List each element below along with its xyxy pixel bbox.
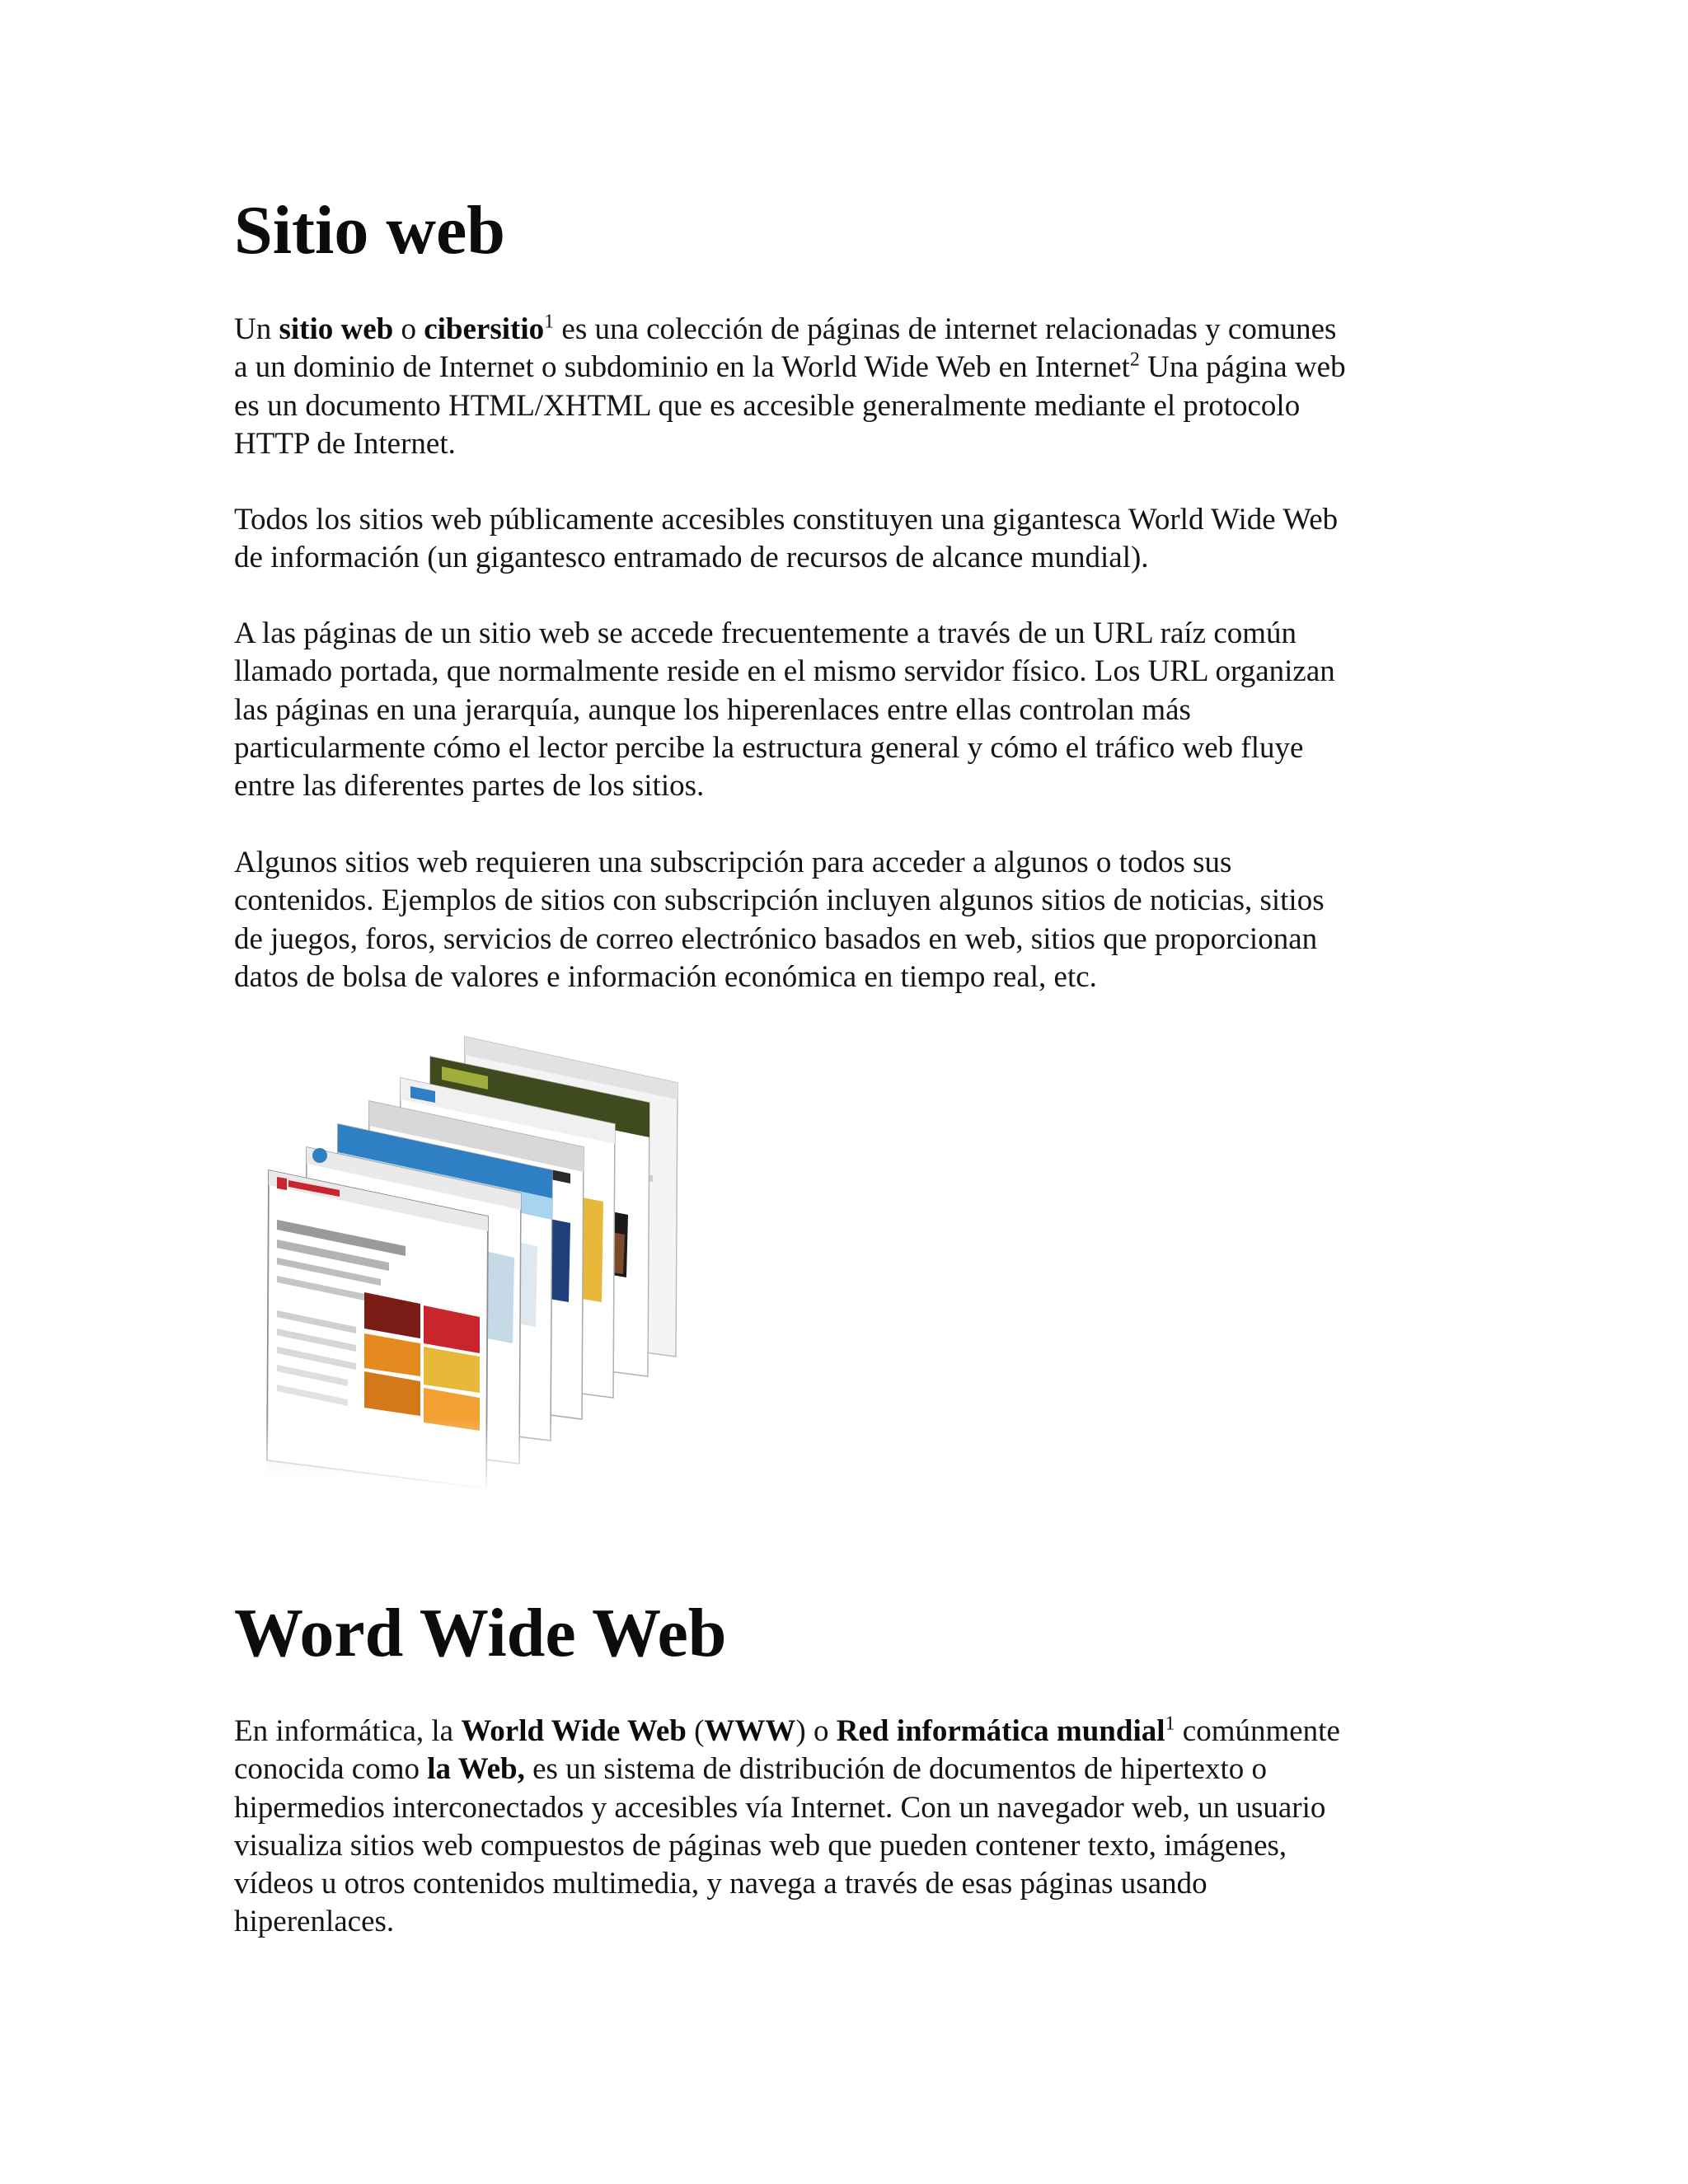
text-line: de juegos, foros, servicios de correo electrónico basados en web, sitios que proporcionan — [234, 921, 1318, 956]
paragraph-subscription — [234, 844, 1470, 996]
text-line: Todos los sitios web públicamente accesibles constituyen una gigantesca World Wide Web — [234, 503, 1339, 537]
text-line: es un documento HTML/XHTML que es accesible generalmente mediante el protocolo — [234, 388, 1301, 423]
text-line: vídeos u otros contenidos multimedia, y navega a través de esas páginas usando — [234, 1867, 1207, 1901]
text-line: Algunos sitios web requieren una subscripción para acceder a algunos o todos sus — [234, 846, 1232, 879]
paragraph-public-sites — [234, 501, 1470, 578]
bold-term: cibersitio — [424, 312, 545, 346]
text-line: hipermedios interconectados y accesibles vía Internet. Con un navegador web, un usuario — [234, 1790, 1326, 1825]
bold-term: la Web, — [427, 1752, 525, 1787]
text-line: Un sitio web o cibersitio$^1$ es una colección de páginas de internet relacionadas y comunes — [234, 311, 1337, 346]
bold-term: sitio web — [279, 312, 394, 346]
bold-term: World Wide Web — [461, 1714, 687, 1748]
text-line: de información (un gigantesco entramado de recursos de alcance mundial). — [234, 541, 1149, 575]
footnote-ref: 1 — [1165, 1713, 1175, 1735]
text-line: llamado portada, que normalmente reside en el mismo servidor físico. Los URL organizan — [234, 654, 1335, 689]
stacked-web-pages-image — [241, 1030, 702, 1492]
paragraph-definition — [234, 311, 1470, 463]
text-line: contenidos. Ejemplos de sitios con subscripción incluyen algunos sitios de noticias, sitios — [234, 883, 1325, 918]
paragraph-world-wide-web — [234, 1713, 1470, 1942]
text-line: las páginas en una jerarquía, aunque los hiperenlaces entre ellas controlan más — [234, 692, 1191, 727]
footnote-ref: 1 — [544, 311, 555, 333]
section-heading-world-wide-web: Word Wide Web — [234, 1595, 727, 1671]
text-line: HTTP de Internet. — [234, 426, 456, 461]
text-line: entre las diferentes partes de los sitios. — [234, 769, 705, 804]
text-line: particularmente cómo el lector percibe la estructura general y cómo el tráfico web fluye — [234, 730, 1304, 765]
text-line: A las páginas de un sitio web se accede frecuentemente a través de un URL raíz común — [234, 616, 1297, 650]
text-line: hiperenlaces. — [234, 1905, 395, 1939]
text-line: visualiza sitios web compuestos de páginas web que pueden contener texto, imágenes, — [234, 1828, 1287, 1863]
paragraph-url-structure — [234, 615, 1470, 805]
text-line: conocida como la Web, es un sistema de distribución de documentos de hipertexto o — [234, 1752, 1267, 1787]
text-line: datos de bolsa de valores e información económica en tiempo real, etc. — [234, 959, 1097, 994]
text-line: En informática, la World Wide Web (WWW) o Red informática mundial$^1$ comúnmente — [234, 1713, 1340, 1748]
text-line: a un dominio de Internet o subdominio en la World Wide Web en Internet$^2$ Una página web — [234, 349, 1346, 385]
bold-term: WWW — [704, 1714, 796, 1748]
footnote-ref: 2 — [1129, 349, 1140, 371]
bold-term: Red informática mundial — [836, 1714, 1165, 1748]
section-heading-sitio-web: Sitio web — [234, 192, 506, 269]
